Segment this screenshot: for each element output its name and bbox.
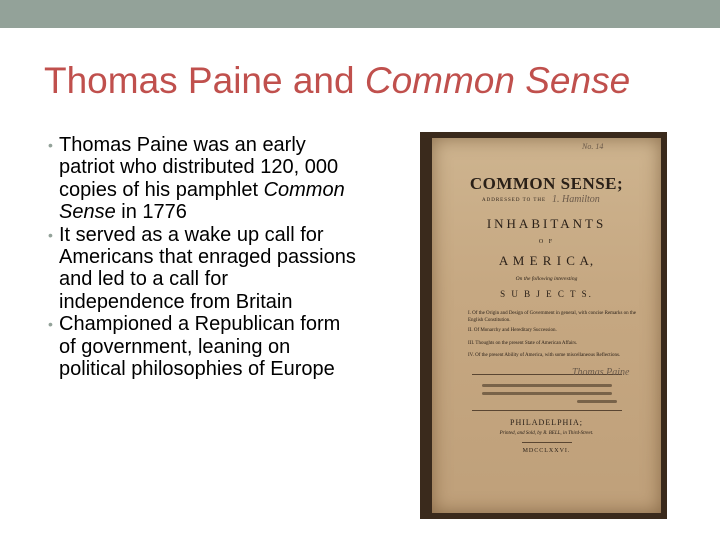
- bullet-dot: •: [48, 226, 53, 243]
- pamphlet-item-4: IV. Of the present Ability of America, with some miscellaneous Reflections.: [468, 353, 621, 358]
- pamphlet-subjects: S U B J E C T S.: [500, 289, 593, 299]
- bullet-item: [48, 134, 358, 224]
- bullet-text: Championed a Republican form of government, leaning on political philosophies of Europe: [59, 313, 341, 381]
- bullet-dot: •: [48, 137, 53, 153]
- title-main: Thomas Paine and: [44, 60, 365, 101]
- bullet-text-after: in 1776: [115, 201, 187, 224]
- bullet-text: It served as a wake up call for Americans that enraged passions and led to a call for independence from Britain: [59, 223, 356, 313]
- title-italic: Common Sense: [364, 60, 631, 101]
- top-accent-bar: [0, 0, 720, 28]
- bullet-list: [48, 134, 358, 380]
- pamphlet-quote-line: [482, 392, 612, 395]
- pamphlet-place: PHILADELPHIA;: [510, 418, 583, 427]
- pamphlet-title: COMMON SENSE;: [469, 174, 624, 193]
- pamphlet-quote-attribution: [577, 400, 617, 403]
- pamphlet-of: O F: [538, 239, 555, 245]
- bullet-text-italic: Common Sense: [59, 178, 345, 224]
- pamphlet-addressed: ADDRESSED TO THE: [482, 198, 547, 203]
- pamphlet-corner-mark: No. 14: [582, 142, 604, 151]
- pamphlet-item-1: I. Of the Origin and Design of Government in general, with concise Remarks on the English Constitution.: [468, 311, 637, 323]
- pamphlet-divider: [472, 410, 622, 411]
- common-sense-pamphlet-image: [420, 132, 667, 519]
- pamphlet-handwriting-mid: Thomas Paine: [572, 367, 630, 378]
- pamphlet-quote-line: [482, 384, 612, 387]
- pamphlet-handwriting-top: 1. Hamilton: [552, 194, 600, 205]
- slide-title: [44, 60, 630, 102]
- pamphlet-item-2: II. Of Monarchy and Hereditary Succession.: [468, 328, 557, 333]
- pamphlet-divider: [522, 442, 572, 443]
- pamphlet-america: A M E R I C A,: [498, 253, 595, 268]
- bullet-item: [48, 313, 358, 380]
- pamphlet-following: On the following interesting: [515, 276, 578, 282]
- pamphlet-year: MDCCLXXVI.: [522, 448, 571, 454]
- pamphlet-page: [432, 138, 661, 513]
- bullet-item: [48, 224, 358, 314]
- bullet-dot: •: [48, 316, 53, 333]
- pamphlet-imprint: Printed, and Sold, by R. BELL, in Third-Street.: [499, 431, 594, 436]
- pamphlet-inhabitants: INHABITANTS: [486, 216, 607, 231]
- pamphlet-item-3: III. Thoughts on the present State of American Affairs.: [468, 341, 578, 346]
- bullet-text: Thomas Paine was an early patriot who distributed 120, 000 copies of his pamphlet: [59, 134, 339, 201]
